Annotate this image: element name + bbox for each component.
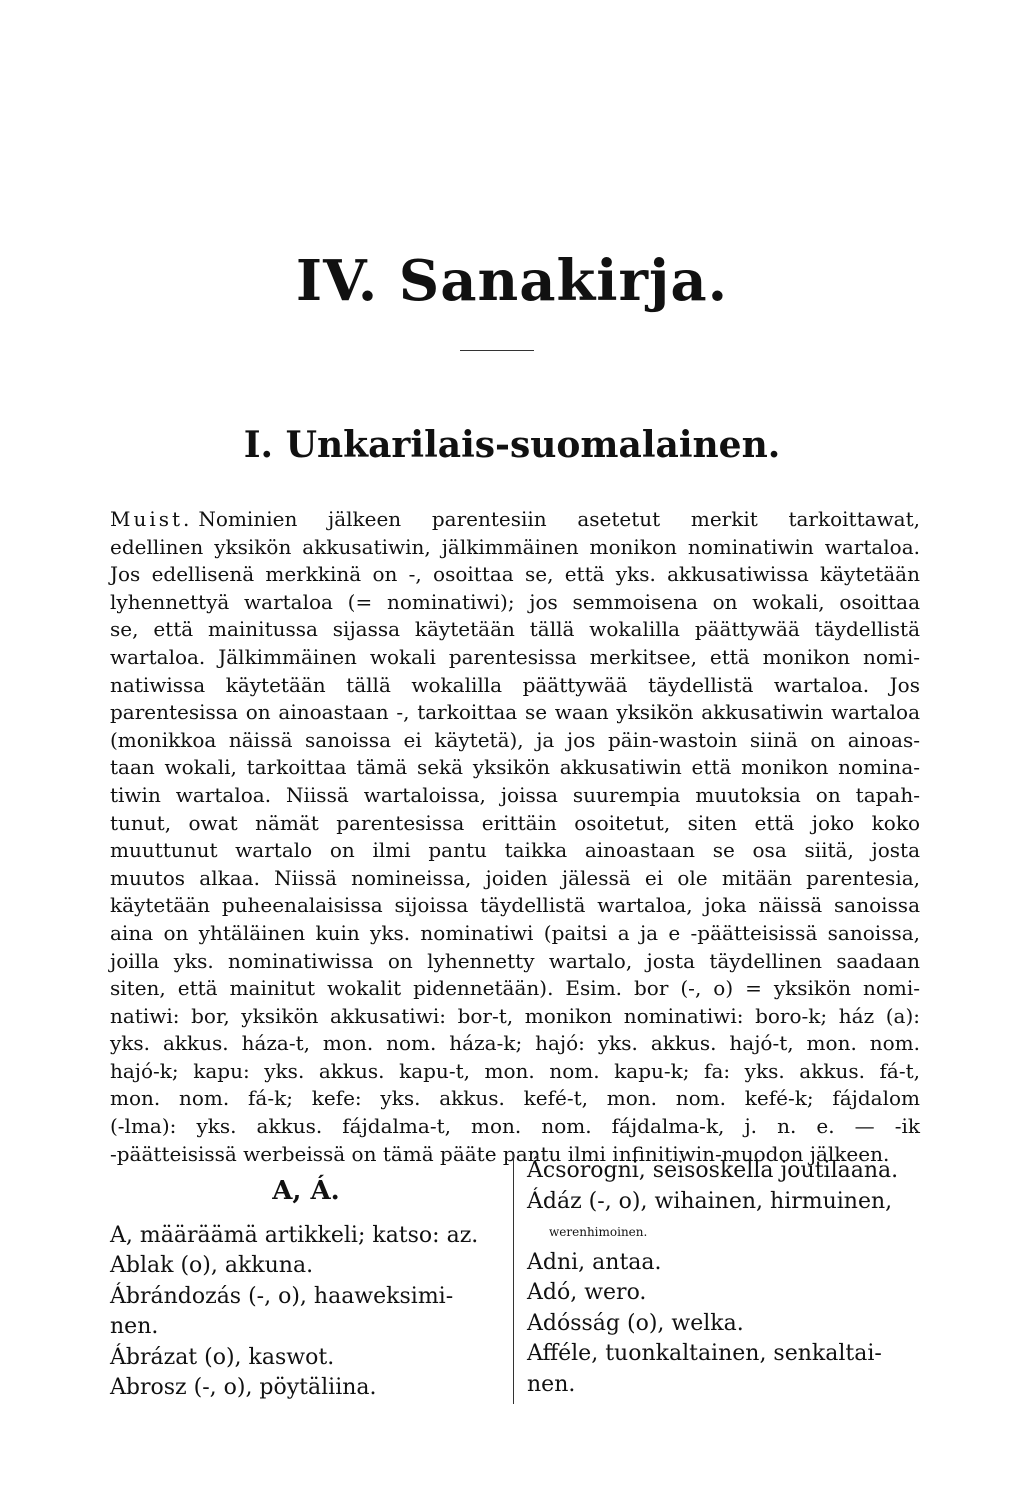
title-divider	[460, 350, 534, 351]
dictionary-entry: nen.	[527, 1371, 576, 1397]
section-title: I. Unkarilais-suomalainen.	[243, 424, 781, 466]
note-line: taan wokali, tarkoittaa tämä sekä yksikön akkusatiwin että monikon nomina-	[110, 755, 920, 780]
dictionary-entry: werenhimoinen.	[549, 1225, 648, 1239]
note-line: (-lma): yks. akkus. fájdalma-t, mon. nom. fájdalma-k, j. n. e. — -ik	[110, 1114, 920, 1139]
note-line: muuttunut wartalo on ilmi pantu taikka ainoastaan se osa siitä, josta	[110, 838, 920, 863]
dictionary-entry: A, määräämä artikkeli; katso: az.	[110, 1222, 479, 1248]
dictionary-entry: Ábrázat (o), kaswot.	[110, 1344, 335, 1370]
dictionary-entry: Ácsorogni, seisoskella joutilaana.	[527, 1158, 899, 1183]
note-lead-word: Muist.	[110, 507, 193, 531]
letter-heading: A, Á.	[272, 1176, 340, 1206]
note-line: joilla yks. nominatiwissa on lyhennetty wartalo, josta täydellinen saadaan	[110, 948, 920, 973]
chapter-name: Sanakirja.	[398, 248, 729, 314]
note-line: aina on yhtäläinen kuin yks. nominatiwi (paitsi a ja e -päätteisissä sanoissa,	[110, 920, 920, 945]
dictionary-entry: nen.	[110, 1314, 159, 1339]
introductory-note	[110, 506, 920, 1168]
dictionary-left-column	[110, 1156, 502, 1404]
note-line: -päätteisissä werbeissä on tämä pääte pantu ilmi infinitiwin-muodon jälkeen.	[110, 1141, 890, 1166]
note-line: muutos alkaa. Niissä nomineissa, joiden jälessä ei ole mitään parentesia,	[110, 865, 920, 890]
dictionary-entry: Afféle, tuonkaltainen, senkaltai-	[527, 1341, 882, 1366]
dictionary-entry: Adó, wero.	[527, 1280, 647, 1305]
note-line: edellinen yksikön akkusatiwin, jälkimmäinen monikon nominatiwin wartaloa.	[110, 534, 920, 559]
dictionary-right-column	[527, 1156, 922, 1400]
chapter-title	[0, 248, 1024, 314]
note-line-text: Nominien jälkeen parentesiin asetetut merkit tarkoittawat,	[198, 507, 920, 531]
note-line: lyhennettyä wartaloa (= nominatiwi); jos semmoisena on wokali, osoittaa	[110, 589, 920, 614]
note-line	[110, 506, 920, 534]
dictionary-entry: Ábrándozás (-, o), haaweksimi-	[110, 1283, 454, 1309]
chapter-numeral: IV.	[295, 248, 379, 314]
note-line: natiwissa käytetään tällä wokalilla päättywää täydellistä wartaloa. Jos	[110, 672, 920, 697]
dictionary-entry: Adósság (o), welka.	[527, 1310, 744, 1336]
column-divider	[513, 1152, 514, 1404]
note-line: tunut, owat nämät parentesissa erittäin osoitetut, siten että joko koko	[110, 810, 920, 835]
dictionary-entry: Ádáz (-, o), wihainen, hirmuinen,	[527, 1188, 893, 1214]
note-line: wartaloa. Jälkimmäinen wokali parentesissa merkitsee, että monikon nomi-	[110, 644, 920, 669]
dictionary-entry: Ablak (o), akkuna.	[110, 1253, 314, 1278]
note-line: käytetään puheenalaisissa sijoissa täydellistä wartaloa, joka näissä sanoissa	[110, 893, 920, 918]
note-line: yks. akkus. háza-t, mon. nom. háza-k; hajó: yks. akkus. hajó-t, mon. nom.	[110, 1031, 920, 1056]
note-line: mon. nom. fá-k; kefe: yks. akkus. kefé-t, mon. nom. kefé-k; fájdalom	[110, 1086, 920, 1111]
note-line: (monikkoa näissä sanoissa ei käytetä), ja jos päin-wastoin siinä on ainoas-	[110, 727, 920, 752]
note-line: natiwi: bor, yksikön akkusatiwi: bor-t, monikon nominatiwi: boro-k; ház (a):	[110, 1003, 920, 1028]
dictionary-entry: Abrosz (-, o), pöytäliina.	[110, 1375, 377, 1400]
note-line: siten, että mainitut wokalit pidennetään). Esim. bor (-, o) = yksikön nomi-	[110, 976, 920, 1001]
note-line: hajó-k; kapu: yks. akkus. kapu-t, mon. nom. kapu-k; fa: yks. akkus. fá-t,	[110, 1058, 920, 1083]
note-line: parentesissa on ainoastaan -, tarkoittaa se waan yksikön akkusatiwin wartaloa	[110, 700, 920, 725]
note-line: tiwin wartaloa. Niissä wartaloissa, joissa suurempia muutoksia on tapah-	[110, 782, 920, 807]
note-line: se, että mainitussa sijassa käytetään tällä wokalilla päättywää täydellistä	[110, 617, 920, 642]
dictionary-entry: Adni, antaa.	[527, 1249, 662, 1275]
note-line: Jos edellisenä merkkinä on -, osoittaa se, että yks. akkusatiwissa käytetään	[110, 562, 920, 587]
